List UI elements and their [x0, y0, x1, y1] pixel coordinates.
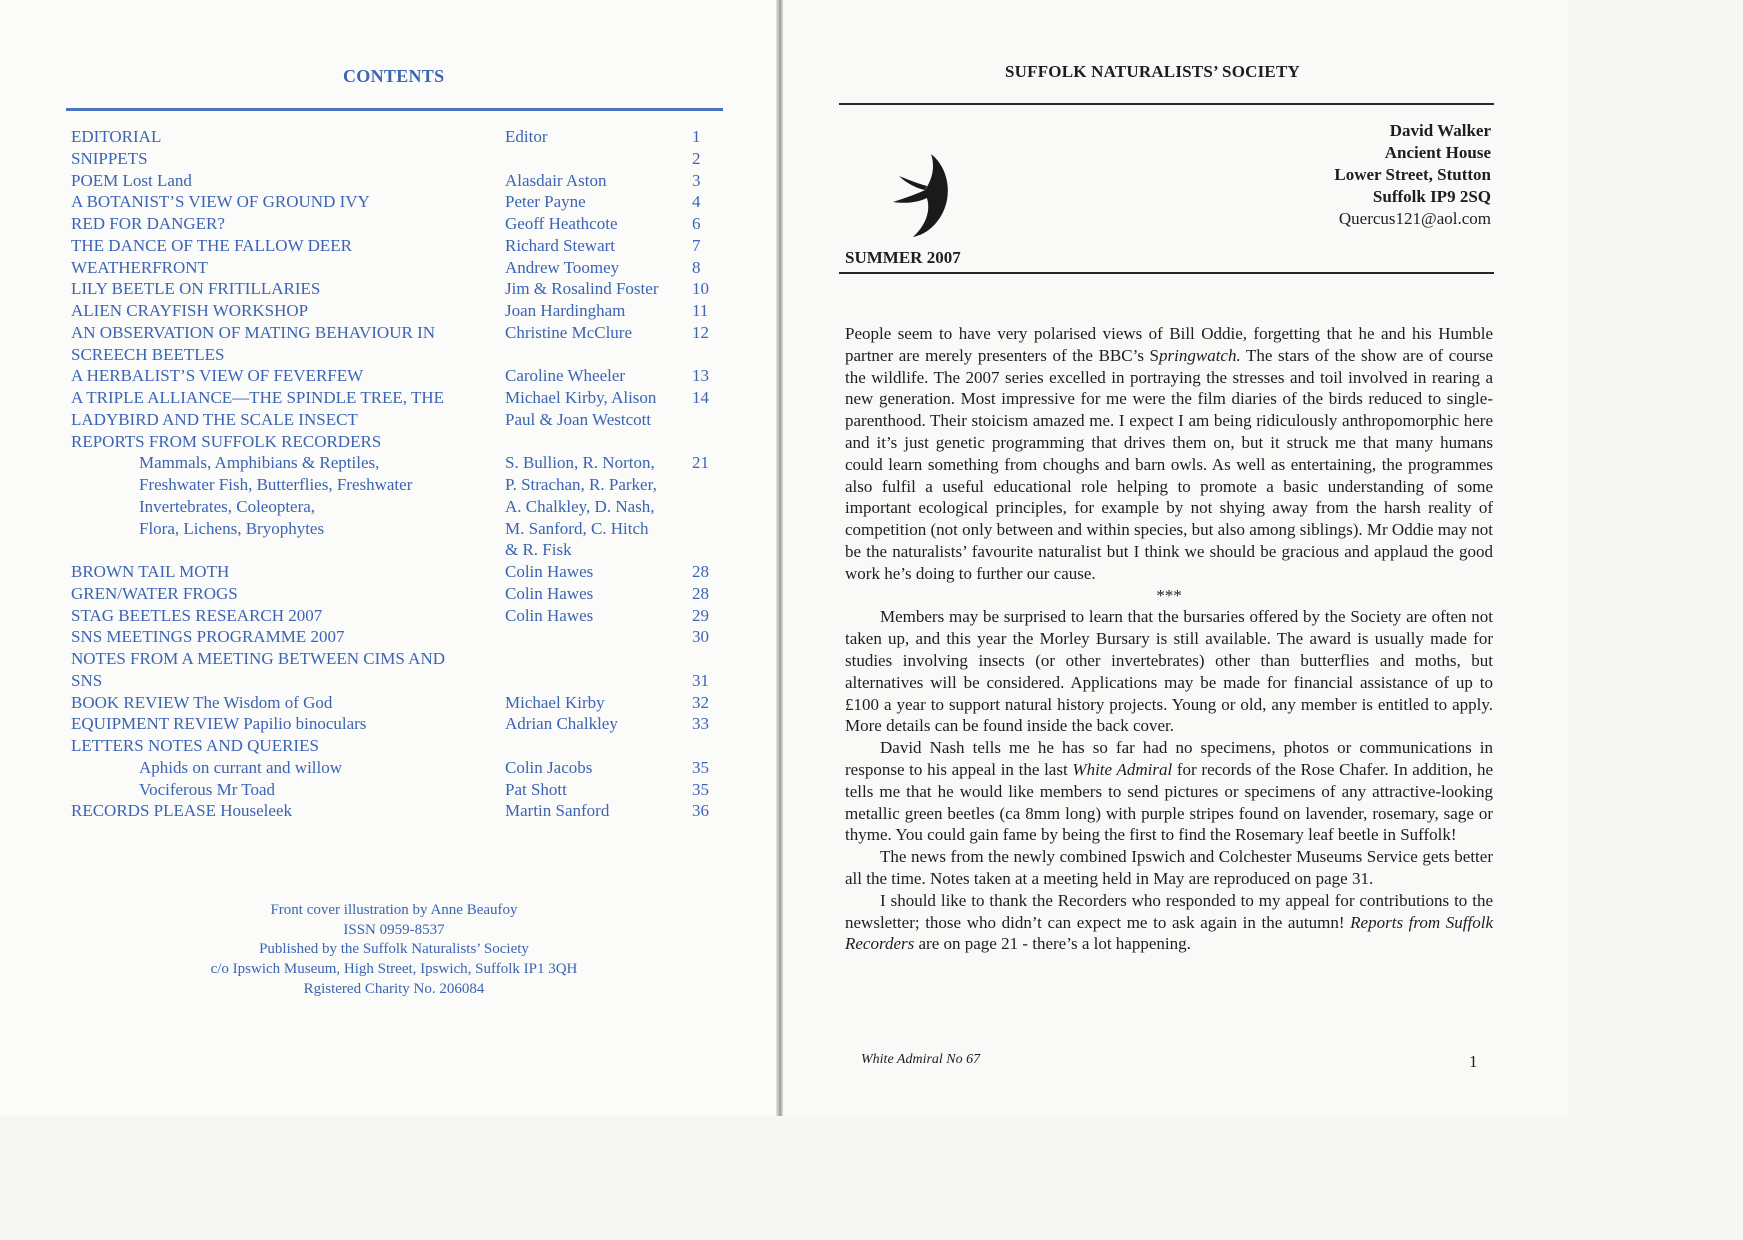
page-number: 1 — [1469, 1052, 1478, 1071]
toc-entry — [71, 583, 721, 605]
p5-emphasis: Reports from Suffolk Recorders — [845, 912, 1493, 954]
toc-entry — [71, 213, 721, 235]
toc-entry-author: Adrian Chalkley — [505, 714, 618, 734]
toc-entry-title: Aphids on currant and willow — [139, 757, 343, 777]
toc-entry-title: Freshwater Fish, Butterflies, Freshwater — [139, 475, 413, 494]
toc-entry-page: 32 — [692, 692, 709, 712]
toc-entry — [71, 474, 721, 496]
p1-text-b: The stars of the show are of course the wildlife. The 2007 series excelled in portraying the stresses and toil involved in rearing a new generation. Most impressive for me were the film diaries of the birds reduced to single-parenthood. Their stoicism amazed me. I expect I am being ridiculously anthropomorphic here and it’s just genetic programming that drives them on, but it struck me that many humans could learn something from choughs and barn owls. As well as entertaining, the programmes also fulfil a useful educational role helping to promote a basic understanding of some important ecological principles, for example by not shying away from the harsh reality of competition (not only between and within species, but also among siblings). Mr Oddie may not be the naturalists’ favourite naturalist but I think we should be gracious and applaud the good work he’s doing to further our cause. — [845, 345, 1493, 583]
toc-entry-title: SNS — [71, 670, 103, 690]
toc-entry — [71, 735, 721, 757]
toc-entry — [71, 648, 721, 670]
colophon-issn: ISSN 0959-8537 — [343, 921, 445, 938]
toc-entry — [71, 452, 721, 474]
p5-text-a: I should like to thank the Recorders who responded to my appeal for contributions to the newsletter; those who didn’t can expect me to ask again in the autumn! — [845, 890, 1493, 932]
toc-entry-title: EDITORIAL — [71, 127, 162, 146]
toc-entry-page: 11 — [692, 301, 709, 320]
toc-entry-author: Colin Hawes — [505, 583, 594, 603]
toc-entry-title: RED FOR DANGER? — [71, 214, 225, 233]
toc-entry-page: 35 — [692, 757, 709, 777]
contents-title: CONTENTS — [343, 66, 445, 86]
editor-name: David Walker — [1389, 121, 1491, 140]
toc-entry-page: 29 — [692, 605, 709, 625]
toc-entry-title: GREN/WATER FROGS — [71, 583, 238, 603]
society-name: SUFFOLK NATURALISTS’ SOCIETY — [1005, 62, 1300, 81]
toc-entry — [71, 278, 721, 300]
toc-entry-author: Colin Hawes — [505, 605, 594, 625]
toc-entry-author: Caroline Wheeler — [505, 366, 626, 386]
toc-entry-author: S. Bullion, R. Norton, — [505, 453, 655, 473]
issue-label: SUMMER 2007 — [845, 248, 961, 267]
toc-entry — [71, 257, 721, 279]
toc-entry-title: SNS MEETINGS PROGRAMME 2007 — [71, 627, 345, 647]
toc-entry-author: Alasdair Aston — [505, 170, 607, 190]
toc-entry-page: 8 — [692, 257, 701, 277]
colophon-charity-number: Rgistered Charity No. 206084 — [303, 980, 485, 997]
toc-entry — [71, 431, 721, 453]
toc-entry-title: A HERBALIST’S VIEW OF FEVERFEW — [71, 366, 364, 386]
toc-entry — [71, 713, 721, 735]
toc-entry-page: 21 — [692, 453, 709, 473]
toc-entry-title: RECORDS PLEASE Houseleek — [71, 801, 292, 821]
editorial-page — [783, 0, 1568, 1116]
toc-entry-title: LILY BEETLE ON FRITILLARIES — [71, 279, 321, 299]
toc-entry-page: 2 — [692, 148, 701, 168]
toc-entry-page: 13 — [692, 366, 709, 386]
toc-entry — [71, 539, 721, 561]
toc-entry-title: REPORTS FROM SUFFOLK RECORDERS — [71, 431, 382, 451]
toc-entry-page: 28 — [692, 583, 709, 603]
editorial-paragraph-5 — [845, 890, 1493, 955]
toc-entry — [71, 126, 721, 148]
toc-entry-author: Martin Sanford — [505, 801, 610, 821]
p3-text-b: for records of the Rose Chafer. In addition, he tells me that he would like members to send pictures or specimens of any attractive-looking metallic green beetles (ca 8mm long) with purple stripes found on lavender, rosemary, sage or thyme. You could gain fame by being the first to find the Rosemary leaf beetle in Suffolk! — [845, 759, 1493, 845]
colophon-publisher: Published by the Suffolk Naturalists’ Society — [259, 941, 529, 958]
toc-entry-title: EQUIPMENT REVIEW Papilio binoculars — [71, 714, 367, 734]
toc-entry-title: THE DANCE OF THE FALLOW DEER — [71, 235, 352, 255]
toc-entry-author: Geoff Heathcote — [505, 214, 618, 233]
toc-entry — [71, 235, 721, 257]
toc-entry-title: A TRIPLE ALLIANCE—THE SPINDLE TREE, THE — [71, 388, 445, 407]
toc-entry-title: STAG BEETLES RESEARCH 2007 — [71, 605, 323, 625]
editorial-body — [845, 323, 1493, 955]
toc-entry-author: Colin Hawes — [505, 562, 594, 581]
toc-entry-page: 14 — [692, 388, 709, 407]
toc-entry-title: LADYBIRD AND THE SCALE INSECT — [71, 409, 358, 429]
toc-entry-page: 1 — [692, 127, 701, 146]
toc-entry-page: 30 — [692, 627, 709, 647]
editorial-paragraph-2: Members may be surprised to learn that the bursaries offered by the Society are often not taken up, and this year the Morley Bursary is still available. The award is usually made for studies involving insects (or other invertebrates) other than butterflies and moths, but alternatives will be considered. Applications may be made for financial assistance of up to £100 a year to support natural history projects. Young or old, any member is entitled to apply. More details can be found inside the back cover. — [845, 607, 1493, 736]
toc-entry-page: 4 — [692, 192, 701, 212]
toc-entry — [71, 626, 721, 648]
toc-entry-title: ALIEN CRAYFISH WORKSHOP — [71, 301, 309, 320]
toc-entry-title: Invertebrates, Coleoptera, — [139, 496, 316, 516]
toc-entry — [71, 344, 721, 366]
toc-entry-author: Pat Shott — [505, 779, 567, 799]
toc-entry-page: 6 — [692, 214, 701, 233]
contents-divider — [66, 108, 723, 111]
editorial-paragraph-3 — [845, 737, 1493, 846]
toc-entry-author: Christine McClure — [505, 322, 633, 342]
swallow-logo — [891, 152, 961, 238]
toc-entry-title: Flora, Lichens, Bryophytes — [139, 518, 325, 538]
p5-text-b: are on page 21 - there’s a lot happening. — [914, 934, 1191, 954]
toc-entry-author: Richard Stewart — [505, 235, 615, 255]
toc-entry-title: SNIPPETS — [71, 148, 148, 168]
toc-entry — [71, 322, 721, 344]
toc-entry-author: Editor — [505, 127, 548, 146]
toc-entry — [71, 561, 721, 583]
toc-entry — [71, 605, 721, 627]
table-of-contents — [71, 126, 721, 822]
editorial-paragraph-1 — [845, 323, 1493, 585]
toc-entry-title: WEATHERFRONT — [71, 257, 208, 277]
toc-entry — [71, 191, 721, 213]
contents-page — [0, 0, 779, 1116]
toc-entry-title: Mammals, Amphibians & Reptiles, — [139, 453, 380, 473]
editor-address — [1334, 120, 1491, 230]
toc-entry-page: 10 — [692, 279, 709, 299]
toc-entry-title: POEM Lost Land — [71, 170, 192, 190]
toc-entry-title: LETTERS NOTES AND QUERIES — [71, 736, 319, 755]
toc-entry-title: A BOTANIST’S VIEW OF GROUND IVY — [71, 192, 370, 212]
toc-entry-page: 12 — [692, 322, 709, 342]
toc-entry-author: Michael Kirby, Alison — [505, 388, 657, 407]
toc-entry-author: & R. Fisk — [505, 540, 572, 560]
address-line-2: Lower Street, Stutton — [1334, 165, 1491, 184]
toc-entry-page: 33 — [692, 714, 709, 734]
toc-entry — [71, 300, 721, 322]
toc-entry-page: 3 — [692, 170, 701, 190]
address-line-3: Suffolk IP9 2SQ — [1372, 187, 1491, 206]
section-separator: *** — [1156, 585, 1182, 605]
p3-text-a: David Nash tells me he has so far had no specimens, photos or communications in response to his appeal in the last — [845, 738, 1493, 779]
toc-entry-author: Peter Payne — [505, 192, 586, 212]
toc-entry-title: BROWN TAIL MOTH — [71, 562, 230, 581]
toc-entry-title: AN OBSERVATION OF MATING BEHAVIOUR IN — [71, 322, 436, 342]
header-bottom-rule — [839, 272, 1494, 274]
toc-entry-author: Paul & Joan Westcott — [505, 409, 652, 429]
toc-entry-title: SCREECH BEETLES — [71, 344, 225, 364]
toc-entry — [71, 170, 721, 192]
toc-entry — [71, 496, 721, 518]
toc-entry — [71, 692, 721, 714]
toc-entry-page: 28 — [692, 562, 709, 581]
colophon-cover-credit: Front cover illustration by Anne Beaufoy — [270, 902, 518, 918]
toc-entry — [71, 518, 721, 540]
toc-entry — [71, 409, 721, 431]
header-top-rule — [839, 103, 1494, 105]
colophon — [170, 901, 618, 1000]
toc-entry-page: 35 — [692, 779, 709, 799]
toc-entry — [71, 757, 721, 779]
toc-entry-author: Colin Jacobs — [505, 757, 593, 777]
toc-entry-title: BOOK REVIEW The Wisdom of God — [71, 692, 333, 712]
toc-entry — [71, 670, 721, 692]
toc-entry — [71, 800, 721, 822]
editor-email: Quercus121@aol.com — [1338, 209, 1491, 228]
editorial-paragraph-4: The news from the newly combined Ipswich and Colchester Museums Service gets better all the time. Notes taken at a meeting held in May are reproduced on page 31. — [845, 847, 1493, 888]
toc-entry-title: Vociferous Mr Toad — [139, 779, 276, 799]
toc-entry-author: Jim & Rosalind Foster — [505, 279, 659, 299]
toc-entry-page: 31 — [692, 670, 709, 690]
toc-entry-page: 7 — [692, 235, 701, 255]
toc-entry-author: Andrew Toomey — [505, 257, 620, 277]
p1-emphasis: pringwatch. — [1159, 345, 1241, 365]
toc-entry-author: Michael Kirby — [505, 692, 605, 712]
toc-entry-author: M. Sanford, C. Hitch — [505, 518, 649, 538]
toc-entry — [71, 779, 721, 801]
toc-entry-author: Joan Hardingham — [505, 301, 626, 320]
toc-entry — [71, 365, 721, 387]
toc-entry-title: NOTES FROM A MEETING BETWEEN CIMS AND — [71, 649, 446, 668]
toc-entry-page: 36 — [692, 801, 709, 821]
newsletter-footer-title: White Admiral No 67 — [861, 1052, 981, 1067]
toc-entry-author: A. Chalkley, D. Nash, — [505, 496, 655, 516]
colophon-address: c/o Ipswich Museum, High Street, Ipswich, Suffolk IP1 3QH — [210, 961, 578, 978]
p3-emphasis: White Admiral — [1072, 759, 1173, 779]
toc-entry — [71, 387, 721, 409]
address-line-1: Ancient House — [1384, 143, 1491, 162]
toc-entry — [71, 148, 721, 170]
toc-entry-author: P. Strachan, R. Parker, — [505, 475, 657, 494]
p1-text-a: People seem to have very polarised views of Bill Oddie, forgetting that he and his Humble partner are merely presenters of the BBC’s S — [845, 324, 1493, 365]
